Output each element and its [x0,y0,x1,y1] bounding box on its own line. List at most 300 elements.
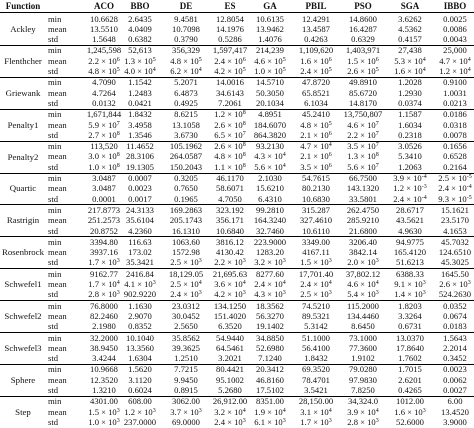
value-cell-pbil: 6.1034 [304,97,328,108]
value-cell-bbo: 0.0007 [128,173,152,183]
value-cell-de: 1.2510 [174,353,198,364]
value-cell-pbil: 28,150.00 [298,396,334,407]
value-cell-aco: 10.6628 [90,13,118,24]
stat-label-std: std [48,34,59,45]
value-cell-ibbo: 0.0318 [443,119,467,130]
value-cell-sga: 13.0370 [396,332,424,343]
value-cell-ibbo: 0.0025 [443,13,467,24]
value-cell-ibbo: 1645.50 [441,268,469,279]
value-cell-pso: 0.6329 [351,34,375,45]
value-cell-bbo: 1.1630 [128,300,152,311]
value-cell-es: $4.8 \times 10^8$ [214,151,246,162]
value-cell-pbil: 47.8720 [302,77,330,88]
value-cell-de: 3.6730 [174,129,198,140]
value-cell-aco: 1,245,598 [86,45,122,56]
value-cell-sga: $9.1 \times 10^3$ [394,279,426,289]
function-name: Schwefel2 [4,311,42,322]
value-cell-pso: 85.6720 [349,87,377,98]
value-cell-de: 69.0000 [172,416,200,427]
value-cell-es: 356.171 [216,215,244,226]
value-cell-pbil: $2.5 \times 10^3$ [300,289,332,300]
value-cell-de: 169.2863 [169,204,203,215]
value-cell-sga: 43.5621 [396,215,424,226]
value-cell-pbil: $3.5 \times 10^6$ [300,161,332,172]
value-cell-ga: 164.3240 [253,215,287,226]
value-cell-de: 0.8915 [174,385,198,395]
stat-label-mean: mean [48,151,67,162]
stat-label-mean: mean [48,247,67,258]
value-cell-bbo: 116.63 [128,236,152,247]
value-cell-es: $1.2 \times 10^8$ [214,109,246,120]
value-cell-ga: 18.3562 [256,300,284,311]
value-cell-aco: 2.1980 [92,321,116,332]
value-cell-pso: 16.4287 [349,23,377,34]
value-cell-pso: $5.4 \times 10^3$ [347,289,379,300]
value-cell-es: 1,597,417 [212,45,248,56]
value-cell-de: 9.9450 [174,374,198,385]
value-cell-pbil: 45.2410 [302,109,330,120]
value-cell-sga: 2.6201 [398,374,422,385]
value-cell-aco: 251.2573 [87,215,121,226]
value-cell-sga: 4.5362 [398,23,422,34]
value-cell-de: $6.2 \times 10^4$ [170,66,202,76]
value-cell-aco: 20.8752 [90,225,118,236]
stat-label-min: min [48,173,62,183]
value-cell-sga: 165.4120 [393,247,427,258]
value-cell-es: 64.5461 [216,342,244,353]
value-cell-bbo: 0.0421 [128,97,152,108]
value-cell-pbil: 12.4291 [302,13,330,24]
value-cell-aco: 3.0487 [92,173,116,183]
value-cell-es: 5.2680 [218,385,242,395]
value-cell-ibbo: 25,000 [443,45,467,56]
value-cell-aco: 76.8000 [90,300,118,311]
value-cell-pbil: 65.8521 [302,87,330,98]
value-cell-bbo: 0.8352 [128,321,152,332]
value-cell-de: 150.2043 [169,161,203,172]
value-cell-sga: 4.9630 [398,225,422,236]
value-cell-sga: 1.2063 [398,161,422,172]
value-cell-es: 12.8054 [216,13,244,24]
value-cell-de: 356,329 [172,45,200,56]
value-cell-ibbo: 3.9000 [443,416,467,427]
value-cell-es: 4130.42 [216,247,244,258]
value-cell-pbil: 0.4263 [304,34,328,45]
value-cell-aco: $5.9 \times 10^7$ [88,119,120,130]
value-cell-pbil: 10.6830 [302,193,330,204]
value-cell-de: $3.7 \times 10^3$ [170,406,202,417]
stat-label-min: min [48,364,62,375]
value-cell-bbo: 0.6024 [128,385,152,395]
header-pbil: PBIL [305,1,327,11]
value-cell-aco: 4.7264 [92,87,116,98]
value-cell-aco: $2.2 \times 10^6$ [88,55,120,66]
value-cell-pso: 33.5801 [349,193,377,204]
value-cell-de: 0.4925 [174,97,198,108]
stat-label-std: std [48,66,59,76]
value-cell-sga: 0.6731 [398,321,422,332]
value-cell-ga: 7.1240 [258,353,282,364]
value-cell-ibbo: 0.9100 [443,77,467,88]
value-cell-bbo: 0.0023 [128,183,152,194]
value-cell-de: 6.4873 [174,87,198,98]
value-cell-bbo: 13.3560 [126,342,154,353]
stat-label-std: std [48,97,59,108]
value-cell-de: 105.1962 [169,141,203,152]
value-cell-de: $2.5 \times 10^4$ [170,279,202,289]
value-cell-ga: 13.9462 [256,23,284,34]
value-cell-ibbo: $4.7 \times 10^4$ [439,55,471,66]
value-cell-sga: 1.2028 [398,77,422,88]
value-cell-aco: 9162.77 [90,268,118,279]
value-cell-pbil: 54.7615 [302,173,330,183]
value-cell-pbil: 327.4610 [299,215,333,226]
value-cell-pso: 13,750,807 [343,109,383,120]
value-cell-ibbo: 1.0031 [443,87,467,98]
value-cell-sga: 3.0526 [398,141,422,152]
stat-label-min: min [48,396,62,407]
value-cell-sga: $1.4 \times 10^3$ [394,289,426,300]
value-cell-pso: $3.5 \times 10^7$ [347,141,379,152]
stat-label-mean: mean [48,183,67,194]
stat-label-min: min [48,332,62,343]
value-cell-de: 0.1965 [174,193,198,204]
value-cell-aco: 4301.00 [90,396,118,407]
value-cell-ibbo: 0.0183 [443,321,467,332]
value-cell-aco: 12.3520 [90,374,118,385]
value-cell-ga: $4.3 \times 10^3$ [254,289,286,300]
value-cell-bbo: 3.1120 [128,374,152,385]
value-cell-sga: $5.3 \times 10^4$ [394,55,426,66]
stat-label-min: min [48,268,62,279]
value-cell-bbo: 35.6104 [126,215,154,226]
value-cell-aco: 3394.80 [90,236,118,247]
stat-label-mean: mean [48,23,67,34]
value-cell-ibbo: 524.2630 [438,289,472,300]
value-cell-es: 3.2021 [218,353,242,364]
value-cell-ga: 10.6135 [256,13,284,24]
value-cell-ga: 214,239 [256,45,284,56]
stat-label-mean: mean [48,119,67,130]
value-cell-ga: $6.1 \times 10^3$ [254,416,286,427]
stat-label-std: std [48,321,59,332]
stat-label-min: min [48,204,62,215]
value-cell-bbo: 1.3546 [128,129,152,140]
value-cell-pso: $4.6 \times 10^4$ [347,279,379,289]
value-cell-ga: $4.6 \times 10^5$ [254,55,286,66]
value-cell-bbo: 24.3133 [126,204,154,215]
value-cell-bbo: $4.1 \times 10^3$ [124,279,156,289]
value-cell-pso: 49.8910 [349,77,377,88]
value-cell-aco: $1.0 \times 10^3$ [88,416,120,427]
value-cell-pbil: $2.1 \times 10^6$ [300,129,332,140]
value-cell-pbil: $4.7 \times 10^4$ [300,141,332,152]
value-cell-bbo: 2.9070 [128,310,152,321]
stat-label-std: std [48,129,59,140]
value-cell-es: $2.4 \times 10^6$ [214,55,246,66]
value-cell-pbil: 1.8432 [304,353,328,364]
value-cell-sga: 3.6262 [398,13,422,24]
value-cell-ga: 184.6070 [253,119,287,130]
value-cell-sga: 3.3264 [398,310,422,321]
value-cell-es: $4.2 \times 10^5$ [214,66,246,76]
stat-label-min: min [48,13,62,24]
value-cell-pso: 115.2000 [347,300,379,311]
value-cell-aco: $3.0 \times 10^8$ [88,151,120,162]
value-cell-de: 35.8562 [172,332,200,343]
value-cell-ibbo: 0.0186 [443,109,467,120]
value-cell-pso: 7.8250 [351,385,375,395]
value-cell-es: 3816.12 [216,236,244,247]
value-cell-pbil: $1.6 \times 10^6$ [300,55,332,66]
value-cell-pbil: $1.5 \times 10^3$ [300,257,332,268]
value-cell-pso: $1.5 \times 10^6$ [347,55,379,66]
value-cell-aco: 3.0487 [92,183,116,194]
value-cell-es: $2.6 \times 10^8$ [214,119,246,130]
value-cell-es: 134.1250 [213,300,247,311]
value-cell-ga: 2.1030 [258,173,282,183]
value-cell-sga: 27,438 [398,45,422,56]
value-cell-ga: 223.9000 [253,236,287,247]
value-cell-ga: 1.4076 [258,34,282,45]
value-cell-ga: 32.7460 [256,225,284,236]
value-cell-ga: 6.4310 [258,193,282,204]
value-cell-de: 3062.00 [172,396,200,407]
value-cell-ibbo: 0.0023 [443,364,467,375]
value-cell-ga: 17.5102 [256,385,284,395]
value-cell-ibbo: 15.1621 [441,204,469,215]
value-cell-ibbo: 0.0078 [443,129,467,140]
value-cell-bbo: 1.8432 [128,109,152,120]
value-cell-pso: $3.9 \times 10^4$ [347,406,379,417]
value-cell-pbil: 89.5321 [302,310,330,321]
value-cell-pbil: 51.1000 [302,332,330,343]
stat-label-min: min [48,77,62,88]
value-cell-pso: 8.6450 [351,321,375,332]
value-cell-aco: 1,671,844 [86,109,122,120]
stat-label-mean: mean [48,374,67,385]
value-cell-de: 9.4581 [174,13,198,24]
stat-label-mean: mean [48,406,67,417]
value-cell-de: 7.7215 [174,364,198,375]
value-cell-es: 151.4020 [213,310,247,321]
value-cell-ga: $3.2 \times 10^3$ [254,257,286,268]
value-cell-es: $2.4 \times 10^3$ [214,416,246,427]
value-cell-pbil: 56.4100 [302,342,330,353]
value-cell-sga: 1.7602 [398,353,422,364]
value-cell-pbil: $1.7 \times 10^3$ [300,416,332,427]
stat-label-std: std [48,225,59,236]
value-cell-pbil: $2.4 \times 10^5$ [300,66,332,76]
value-cell-bbo: 0.0017 [128,193,152,204]
value-cell-sga: 5.3410 [398,151,422,162]
header-pso: PSO [354,1,372,11]
value-cell-ga: $2.4 \times 10^4$ [254,279,286,289]
value-cell-pbil: 1,109,620 [298,45,334,56]
function-name: Step [15,406,31,417]
value-cell-de: $2.5 \times 10^3$ [170,257,202,268]
value-cell-de: 264.0587 [169,151,203,162]
stat-label-min: min [48,141,62,152]
function-name: Rosenbrock [1,247,45,258]
value-cell-ibbo: 0.0352 [443,300,467,311]
value-cell-aco: 4.7090 [92,77,116,88]
value-cell-ibbo: 1.5643 [443,332,467,343]
value-cell-pso: 14.8170 [349,97,377,108]
value-cell-bbo: 1.5620 [128,364,152,375]
value-cell-pso: 1,403,971 [345,45,381,56]
function-name: Griewank [5,87,41,98]
value-cell-es: 54.9440 [216,332,244,343]
stat-label-mean: mean [48,279,67,289]
value-cell-sga: $1.2 \times 10^{-3}$ [393,183,427,194]
value-cell-ga: 56.3270 [256,310,284,321]
value-cell-ga: 8351.00 [256,396,284,407]
value-cell-bbo: 3.4958 [128,119,152,130]
stat-label-mean: mean [48,342,67,353]
value-cell-es: 80.4421 [216,364,244,375]
value-cell-sga: 52.6000 [396,416,424,427]
value-cell-ga: 4.8951 [258,109,282,120]
value-cell-es: 14.1976 [216,23,244,34]
value-cell-sga: 1.6034 [398,119,422,130]
value-cell-pso: 77.3600 [349,342,377,353]
value-cell-ga: 1283.20 [256,247,284,258]
value-cell-de: 0.7650 [174,183,198,194]
value-cell-ga: 50.3050 [256,87,284,98]
value-cell-aco: $1.7 \times 10^4$ [88,279,120,289]
value-cell-pbil: 69.3520 [302,364,330,375]
value-cell-sga: 1.7015 [398,364,422,375]
value-cell-pso: 143.1320 [346,183,380,194]
value-cell-sga: $3.9 \times 10^{-4}$ [393,173,427,183]
value-cell-es: 46.1170 [216,173,244,183]
value-cell-pso: 97.9830 [349,374,377,385]
value-cell-sga: 0.4265 [398,385,422,395]
value-cell-de: $2.4 \times 10^3$ [170,289,202,300]
value-cell-de: 1063.60 [172,236,200,247]
value-cell-ibbo: $2.4 \times 10^{-4}$ [438,183,472,194]
value-cell-pbil: $2.4 \times 10^4$ [300,279,332,289]
value-cell-pbil: 78.4701 [302,374,330,385]
value-cell-aco: $1.0 \times 10^8$ [88,161,120,172]
header-de: DE [179,1,193,11]
function-name: Sphere [10,374,36,385]
value-cell-es: $4.2 \times 10^3$ [214,289,246,300]
value-cell-aco: 3937.16 [90,247,118,258]
header-bbo: BBO [130,1,150,11]
value-cell-pbil: 17,701.40 [298,268,334,279]
value-cell-pso: $4.6 \times 10^7$ [347,119,379,130]
value-cell-sga: 1012.00 [396,396,424,407]
function-name: Schwefel3 [4,342,42,353]
value-cell-bbo: 173.02 [128,247,152,258]
value-cell-es: $3.2 \times 10^4$ [214,406,246,417]
value-cell-bbo: 2416.84 [126,268,154,279]
value-cell-aco: 38.9450 [90,342,118,353]
value-cell-de: 205.1743 [169,215,203,226]
value-cell-sga: 94.9775 [396,236,424,247]
header-ibbo: IBBO [443,1,467,11]
value-cell-bbo: 4.2360 [128,225,152,236]
value-cell-sga: 0.2318 [398,129,422,140]
value-cell-pbil: 10.6110 [302,225,330,236]
value-cell-pso: 21.6800 [349,225,377,236]
value-cell-pbil: $3.1 \times 10^4$ [300,406,332,417]
value-cell-pbil: 3349.00 [302,236,330,247]
value-cell-ibbo: 2.2014 [443,342,467,353]
value-cell-de: 39.3625 [172,342,200,353]
value-cell-bbo: 1.1542 [128,77,152,88]
value-cell-pso: 79.0280 [349,364,377,375]
value-cell-es: $6.5 \times 10^7$ [214,129,246,140]
value-cell-es: 323.192 [216,204,244,215]
value-cell-pso: 3842.14 [349,247,377,258]
value-cell-ibbo: 0.0086 [443,23,467,34]
value-cell-de: 0.3790 [174,34,198,45]
value-cell-aco: 1.3210 [92,385,116,395]
value-cell-aco: 82.2460 [90,310,118,321]
stat-label-std: std [48,257,59,268]
value-cell-es: 34.6143 [216,87,244,98]
value-cell-ibbo: $9.3 \times 10^{-5}$ [438,193,472,204]
value-cell-pso: $5.6 \times 10^7$ [347,161,379,172]
stat-label-std: std [48,289,59,300]
stat-label-std: std [48,416,59,427]
value-cell-bbo: 4.0409 [128,23,152,34]
stat-label-std: std [48,193,59,204]
value-cell-de: 30.0452 [172,310,200,321]
value-cell-ga: $5.6 \times 10^4$ [254,161,286,172]
function-name: Quartic [9,183,37,194]
value-cell-ga: 15.6210 [256,183,284,194]
value-cell-bbo: 1.6304 [128,353,152,364]
value-cell-sga: 28.6717 [396,204,424,215]
value-cell-bbo: 52,613 [128,45,152,56]
stat-label-std: std [48,353,59,364]
header-ga: GA [263,1,277,11]
value-cell-sga: 0.0374 [398,97,422,108]
value-cell-pso: 1.9102 [351,353,375,364]
value-cell-sga: $2.4 \times 10^{-4}$ [393,193,427,204]
value-cell-ibbo: 6.00 [447,396,463,407]
value-cell-de: $4.8 \times 10^5$ [170,55,202,66]
value-cell-bbo: 902.9220 [123,289,157,300]
value-cell-es: 14.0016 [216,77,244,88]
value-cell-es: 10.6840 [216,225,244,236]
value-cell-es: $1.1 \times 10^8$ [214,161,246,172]
value-cell-bbo: 19.1305 [126,161,154,172]
value-cell-ga: 14.5710 [256,77,284,88]
value-cell-sga: $1.6 \times 10^4$ [394,66,426,76]
header-function: Function [5,1,41,11]
value-cell-de: 8.6215 [174,109,198,120]
value-cell-aco: $1.7 \times 10^3$ [88,257,120,268]
value-cell-ibbo: 0.3452 [443,353,467,364]
stat-label-mean: mean [48,87,67,98]
value-cell-sga: 51.6213 [396,257,424,268]
value-cell-ibbo: 0.1656 [443,141,467,152]
value-cell-ibbo: 0.0674 [443,310,467,321]
value-cell-pso: 73.1000 [349,332,377,343]
value-cell-bbo: 2.6435 [128,13,152,24]
header-es: ES [224,1,236,11]
value-cell-ga: 46.8160 [256,374,284,385]
value-cell-ga: 864.3820 [253,129,287,140]
value-cell-bbo: 28.3106 [126,151,154,162]
value-cell-bbo: 237.0000 [123,416,157,427]
value-cell-pso: 34,324.0 [347,396,379,407]
